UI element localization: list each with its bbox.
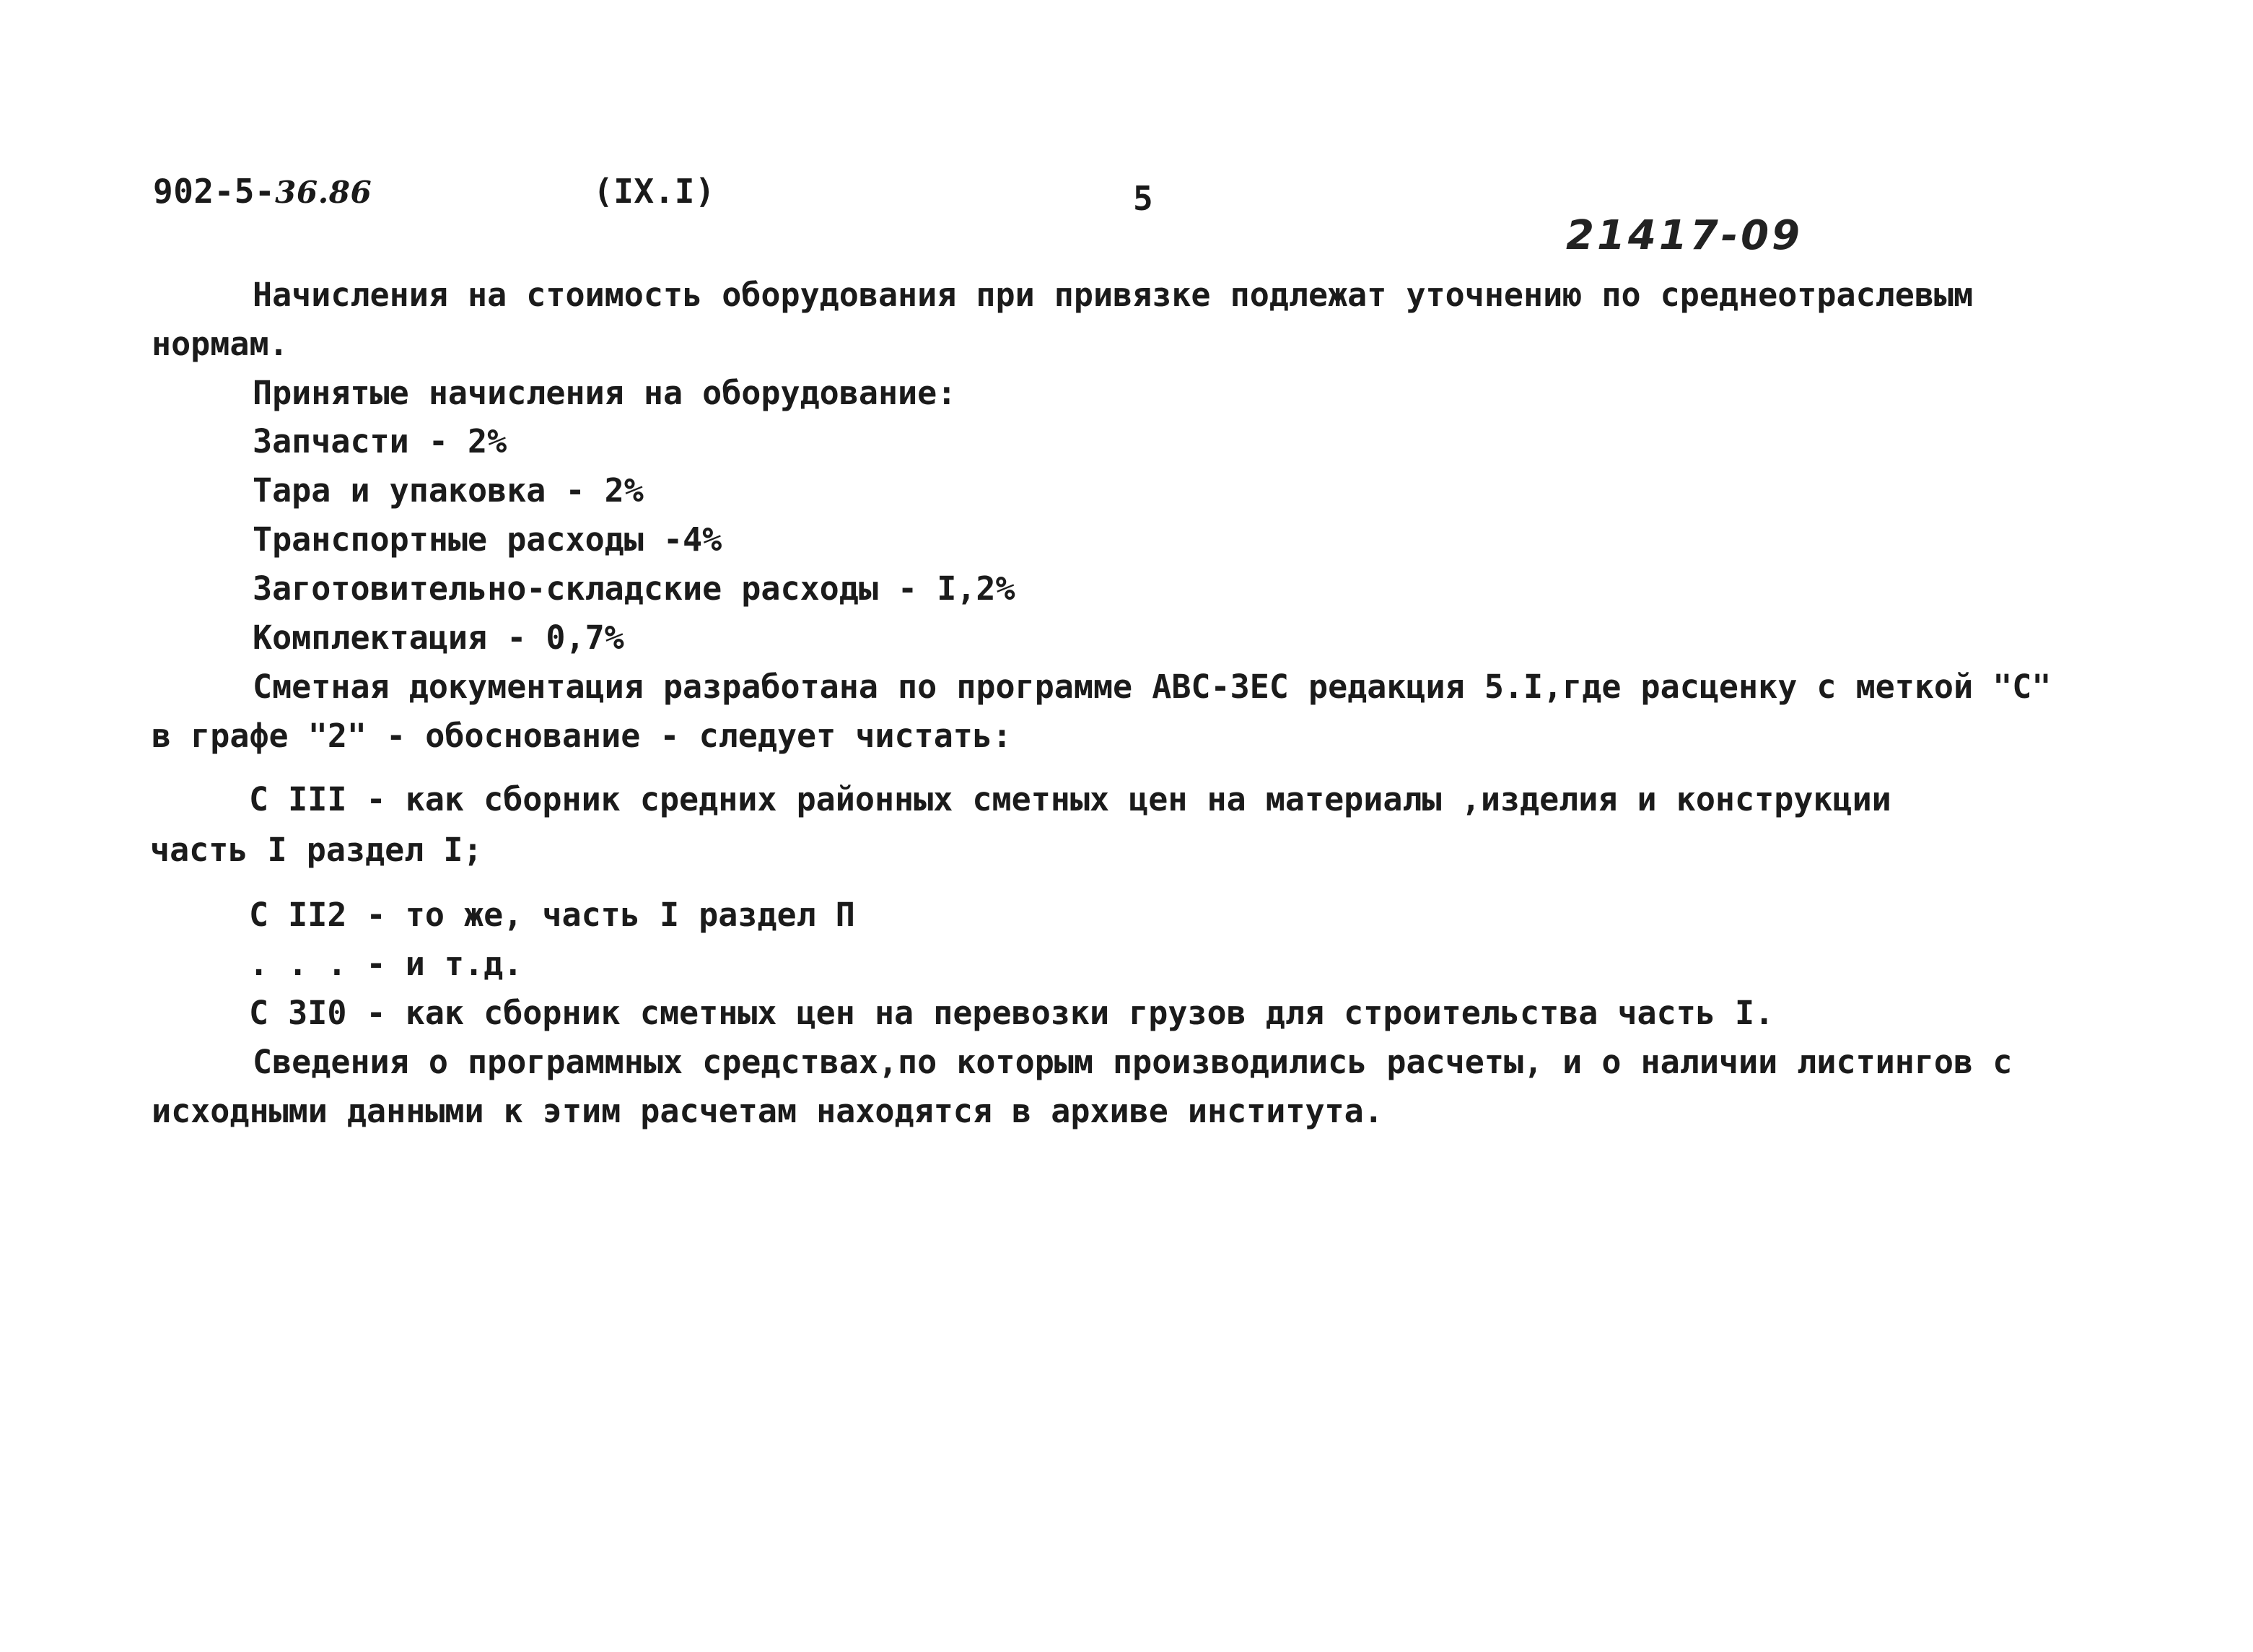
charge-item-packaging: Тара и упаковка - 2% [253,471,644,510]
code-c310-line: С 3I0 - как сборник сметных цен на перевозки грузов для строительства часть I. [249,994,1775,1032]
paragraph-software-line-1: Сведения о программных средствах,по которым производились расчеты, и о наличии листингов с [253,1043,2013,1081]
accepted-charges-heading: Принятые начисления на оборудование: [253,374,957,412]
page-number: 5 [1133,179,1154,218]
paragraph-software-line-2: исходными данными к этим расчетам находятся в архиве института. [152,1092,1383,1130]
charge-item-transport: Транспортные расходы -4% [253,520,722,559]
etc-line: . . . - и т.д. [249,945,523,983]
code-c112-line: С II2 - то же, часть I раздел П [249,896,855,934]
archive-number-handwritten: 21417-09 [1566,212,1803,259]
document-code [153,172,372,211]
charge-item-procurement: Заготовительно-складские расходы - I,2% [253,569,1015,608]
code-c111-line-2: часть I раздел I; [150,831,483,869]
charge-item-completion: Комплектация - 0,7% [253,619,624,657]
paragraph-estimate-program-line-1: Сметная документация разработана по программе АВС-ЗЕС редакция 5.I,где расценку с меткой "С" [253,668,2052,706]
paragraph-equipment-charges-line-1: Начисления на стоимость оборудования при привязке подлежат уточнению по среднеотраслевым [253,276,1974,314]
section-reference: (IX.I) [593,172,716,211]
paragraph-equipment-charges-line-2: нормам. [152,325,289,363]
charge-item-spare-parts: Запчасти - 2% [253,422,507,460]
document-code-handwritten: 36.86 [275,175,372,210]
code-c111-line-1: С III - как сборник средних районных сметных цен на материалы ,изделия и конструкции [249,780,1891,818]
document-code-printed: 902-5- [153,172,276,211]
paragraph-estimate-program-line-2: в графе "2" - обоснование - следует чистать: [152,717,1012,755]
